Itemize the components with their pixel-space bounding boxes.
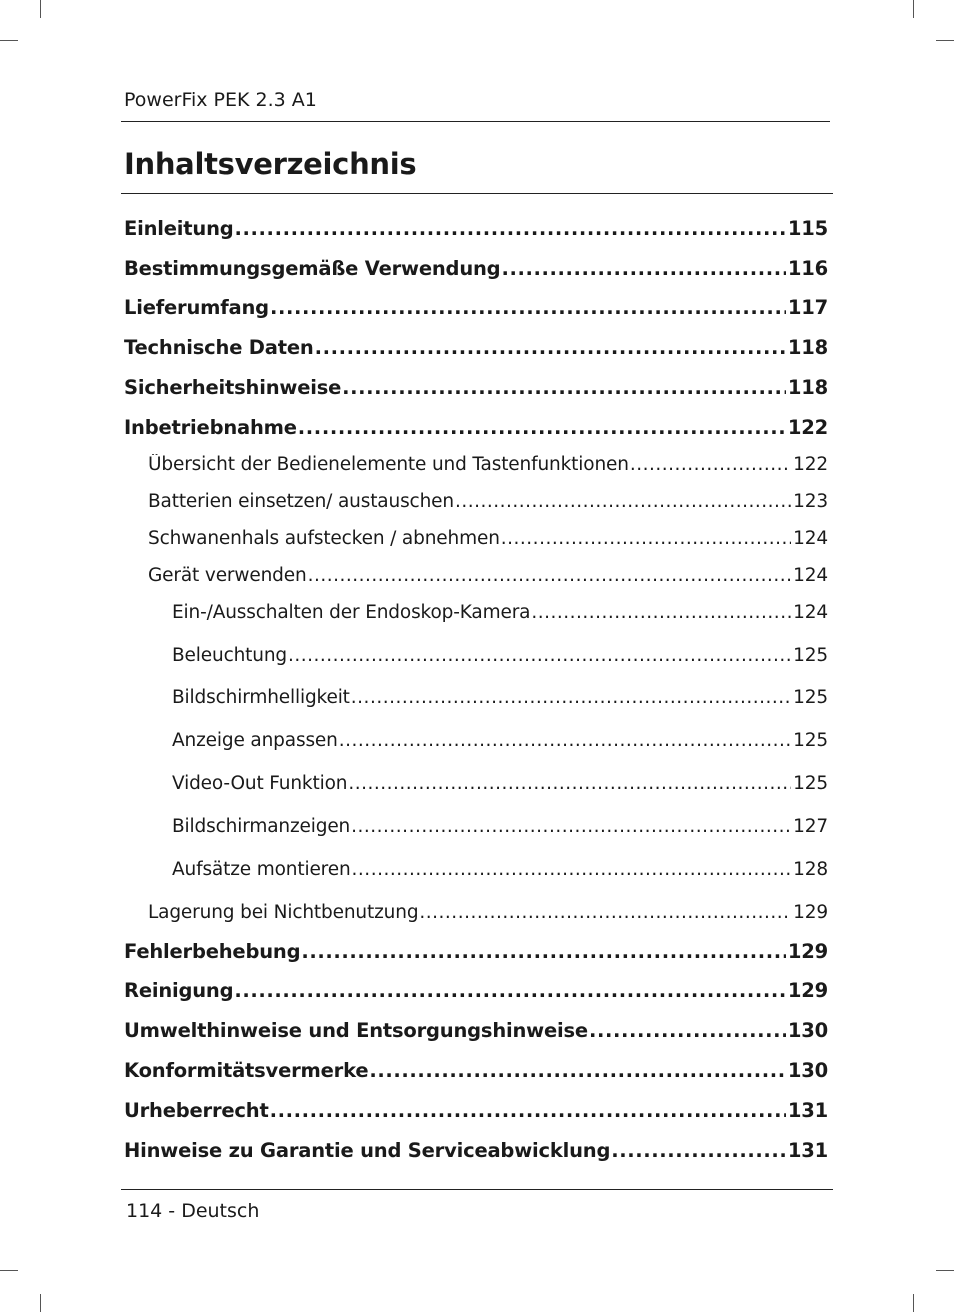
toc-leader-dots bbox=[351, 687, 791, 708]
toc-leader-dots bbox=[589, 1019, 786, 1042]
footer-rule bbox=[121, 1189, 833, 1190]
toc-leader-dots bbox=[501, 257, 785, 280]
toc-leader-dots bbox=[369, 1059, 786, 1082]
toc-entry-page: 129 bbox=[787, 940, 828, 963]
toc-entry bbox=[124, 257, 828, 283]
toc-entry-title: Urheberrecht bbox=[124, 1099, 269, 1122]
toc-entry-title: Aufsätze montieren bbox=[172, 859, 351, 880]
crop-mark-right-top bbox=[936, 40, 954, 41]
page-title: Inhaltsverzeichnis bbox=[124, 147, 417, 181]
toc-entry-title: Inbetriebnahme bbox=[124, 416, 297, 439]
page-number-footer: 114 - Deutsch bbox=[126, 1200, 260, 1222]
toc-entry-page: 129 bbox=[793, 902, 828, 923]
toc-leader-dots bbox=[339, 730, 791, 751]
toc-leader-dots bbox=[419, 902, 791, 923]
crop-mark-left-bottom bbox=[0, 1270, 18, 1271]
toc-leader-dots bbox=[611, 1139, 786, 1162]
toc-leader-dots bbox=[348, 773, 791, 794]
toc-entry-page: 125 bbox=[793, 773, 828, 794]
toc-leader-dots bbox=[270, 1099, 786, 1122]
toc-entry-page: 124 bbox=[793, 602, 828, 623]
toc-leader-dots bbox=[501, 528, 791, 549]
toc-entry bbox=[172, 730, 828, 756]
crop-mark-left-top bbox=[0, 40, 18, 41]
toc-entry bbox=[148, 565, 828, 591]
toc-entry-title: Video-Out Funktion bbox=[172, 773, 348, 794]
toc-entry-title: Beleuchtung bbox=[172, 645, 288, 666]
toc-entry bbox=[148, 902, 828, 928]
toc-entry-page: 129 bbox=[787, 979, 828, 1002]
title-rule bbox=[121, 193, 833, 194]
toc-entry bbox=[172, 773, 828, 799]
crop-mark-top-right bbox=[913, 0, 914, 18]
toc-entry-page: 123 bbox=[793, 491, 828, 512]
toc-entry-page: 128 bbox=[793, 859, 828, 880]
toc-entry bbox=[124, 296, 828, 322]
toc-leader-dots bbox=[351, 816, 791, 837]
toc-entry-title: Sicherheitshinweise bbox=[124, 376, 342, 399]
toc-entry-title: Konformitätsvermerke bbox=[124, 1059, 369, 1082]
toc-entry-title: Anzeige anpassen bbox=[172, 730, 338, 751]
toc-entry-page: 125 bbox=[793, 687, 828, 708]
toc-entry-title: Batterien einsetzen/ austauschen bbox=[148, 491, 454, 512]
crop-mark-top-left bbox=[40, 0, 41, 18]
toc-entry bbox=[148, 528, 828, 554]
toc-leader-dots bbox=[270, 296, 786, 319]
toc-entry-page: 117 bbox=[787, 296, 828, 319]
toc-entry-title: Reinigung bbox=[124, 979, 234, 1002]
toc-entry-title: Gerät verwenden bbox=[148, 565, 307, 586]
toc-entry-title: Lieferumfang bbox=[124, 296, 269, 319]
toc-entry bbox=[124, 940, 828, 966]
header-rule bbox=[121, 121, 830, 122]
toc-entry-title: Schwanenhals aufstecken / abnehmen bbox=[148, 528, 500, 549]
toc-entry bbox=[172, 816, 828, 842]
toc-leader-dots bbox=[308, 565, 792, 586]
toc-leader-dots bbox=[630, 454, 791, 475]
toc-entry bbox=[124, 1099, 828, 1125]
toc-entry-page: 125 bbox=[793, 730, 828, 751]
toc-leader-dots bbox=[455, 491, 791, 512]
crop-mark-bottom-left bbox=[40, 1294, 41, 1312]
toc-entry-title: Lagerung bei Nichtbenutzung bbox=[148, 902, 419, 923]
toc-entry-title: Fehlerbehebung bbox=[124, 940, 301, 963]
toc-leader-dots bbox=[531, 602, 791, 623]
toc-entry bbox=[124, 1059, 828, 1085]
toc-entry-page: 116 bbox=[787, 257, 828, 280]
toc-entry bbox=[124, 1139, 828, 1165]
toc-leader-dots bbox=[235, 217, 786, 240]
toc-entry-page: 115 bbox=[787, 217, 828, 240]
toc-entry bbox=[172, 602, 828, 628]
toc-entry-page: 131 bbox=[787, 1139, 828, 1162]
toc-entry bbox=[172, 687, 828, 713]
toc-entry-page: 118 bbox=[787, 336, 828, 359]
toc-leader-dots bbox=[352, 859, 792, 880]
toc-entry-title: Einleitung bbox=[124, 217, 234, 240]
toc-leader-dots bbox=[342, 376, 786, 399]
toc-entry bbox=[124, 416, 828, 442]
toc-entry-page: 122 bbox=[787, 416, 828, 439]
toc-entry-title: Bestimmungsgemäße Verwendung bbox=[124, 257, 501, 280]
toc-entry-page: 124 bbox=[793, 528, 828, 549]
toc-entry bbox=[124, 217, 828, 243]
toc-entry-title: Ein-/Ausschalten der Endoskop-Kamera bbox=[172, 602, 531, 623]
toc-entry bbox=[124, 376, 828, 402]
toc-entry-title: Übersicht der Bedienelemente und Tastenfunktionen bbox=[148, 454, 629, 475]
toc-entry-page: 130 bbox=[787, 1059, 828, 1082]
toc-entry-page: 131 bbox=[787, 1099, 828, 1122]
toc-leader-dots bbox=[288, 645, 791, 666]
toc-entry-title: Bildschirmhelligkeit bbox=[172, 687, 350, 708]
crop-mark-bottom-right bbox=[913, 1294, 914, 1312]
toc-entry-page: 118 bbox=[787, 376, 828, 399]
toc-entry-page: 130 bbox=[787, 1019, 828, 1042]
toc-entry-page: 127 bbox=[793, 816, 828, 837]
toc-leader-dots bbox=[301, 940, 786, 963]
toc-entry bbox=[124, 336, 828, 362]
toc-leader-dots bbox=[234, 979, 786, 1002]
toc-entry-title: Bildschirmanzeigen bbox=[172, 816, 351, 837]
toc-entry-title: Umwelthinweise und Entsorgungshinweise bbox=[124, 1019, 588, 1042]
toc-entry-page: 125 bbox=[793, 645, 828, 666]
toc-entry-title: Hinweise zu Garantie und Serviceabwicklung bbox=[124, 1139, 611, 1162]
toc-entry-page: 122 bbox=[793, 454, 828, 475]
toc-entry bbox=[172, 859, 828, 885]
toc-entry bbox=[124, 979, 828, 1005]
running-header: PowerFix PEK 2.3 A1 bbox=[124, 89, 317, 111]
toc-entry bbox=[148, 491, 828, 517]
crop-mark-right-bottom bbox=[936, 1270, 954, 1271]
toc-entry bbox=[172, 645, 828, 671]
toc-entry-page: 124 bbox=[793, 565, 828, 586]
toc-entry bbox=[124, 1019, 828, 1045]
toc-entry-title: Technische Daten bbox=[124, 336, 314, 359]
toc-leader-dots bbox=[298, 416, 786, 439]
toc-entry bbox=[148, 454, 828, 480]
toc-leader-dots bbox=[315, 336, 786, 359]
